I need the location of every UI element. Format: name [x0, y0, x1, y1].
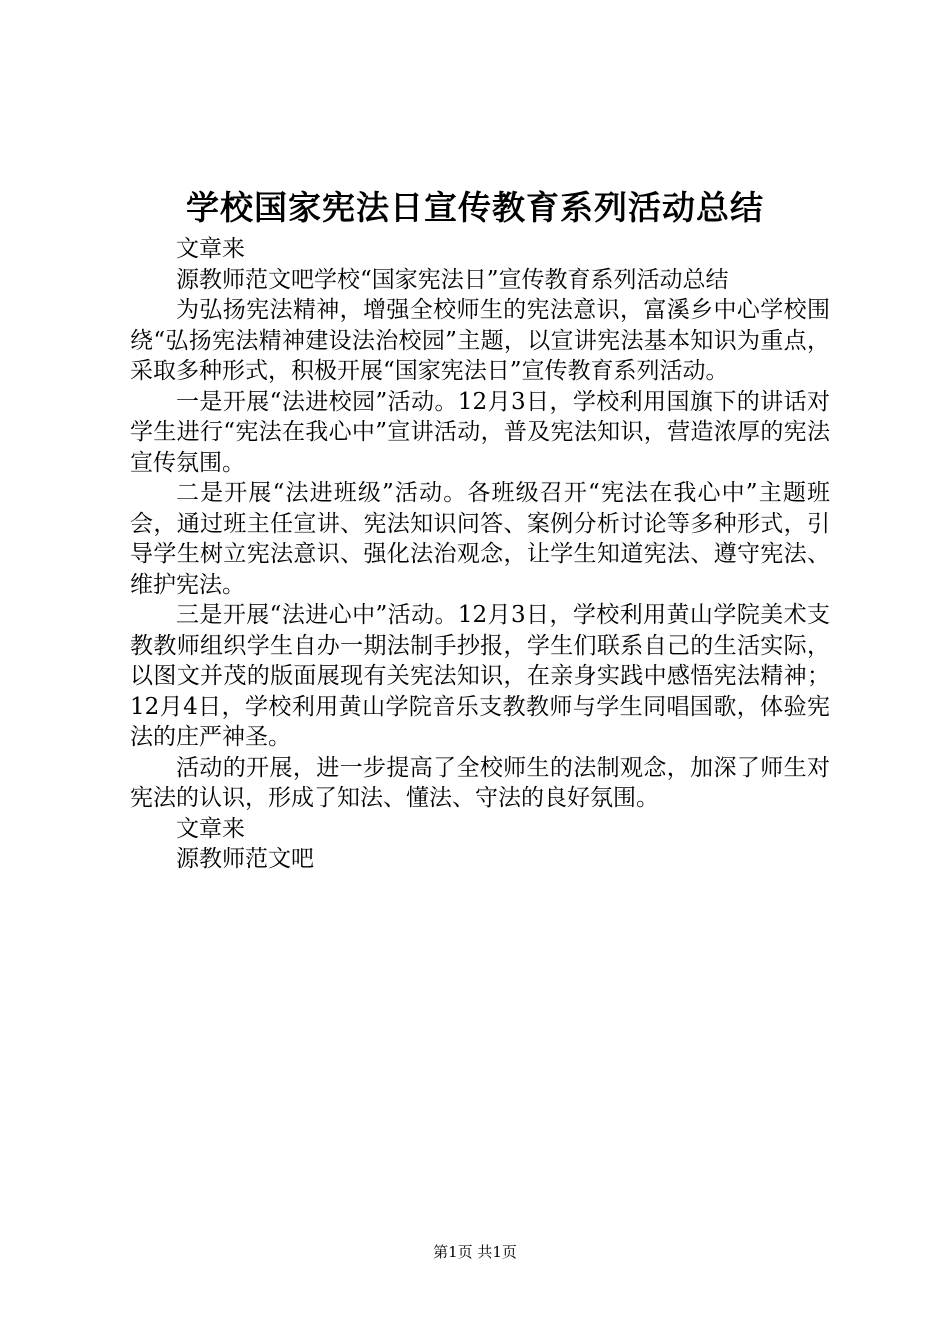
paragraph-activity-3: 三是开展“法进心中”活动。12月3日，学校利用黄山学院美术支教教师组织学生自办一期法制手抄报，学生们联系自己的生活实际，以图文并茂的版面展现有关宪法知识，在亲身实践中感悟宪法精神；12月4日，学校利用黄山学院音乐支教教师与学生同唱国歌，体验宪法的庄严神圣。 [130, 602, 830, 750]
document-title: 学校国家宪法日宣传教育系列活动总结 [186, 188, 764, 227]
document-body [130, 234, 830, 875]
paragraph-source-line-2: 源教师范文吧学校“国家宪法日”宣传教育系列活动总结 [176, 266, 729, 293]
paragraph-intro: 为弘扬宪法精神，增强全校师生的宪法意识，富溪乡中心学校围绕“弘扬宪法精神建设法治校园”主题，以宣讲宪法基本知识为重点，采取多种形式，积极开展“国家宪法日”宣传教育系列活动。 [130, 297, 830, 384]
paragraph-activity-2: 二是开展“法进班级”活动。各班级召开“宪法在我心中”主题班会，通过班主任宣讲、宪法知识问答、案例分析讨论等多种形式，引导学生树立宪法意识、强化法治观念，让学生知道宪法、遵守宪法、维护宪法。 [130, 480, 830, 598]
paragraph-source-line-1: 文章来 [176, 236, 245, 262]
paragraph-source-footer-1: 文章来 [176, 815, 245, 842]
page-number-footer: 第1页 共1页 [433, 1243, 517, 1261]
paragraph-source-footer-2: 源教师范文吧 [176, 846, 314, 872]
paragraph-conclusion: 活动的开展，进一步提高了全校师生的法制观念，加深了师生对宪法的认识，形成了知法、懂法、守法的良好氛围。 [130, 754, 830, 811]
paragraph-activity-1: 一是开展“法进校园”活动。12月3日，学校利用国旗下的讲话对学生进行“宪法在我心中”宣讲活动，普及宪法知识，营造浓厚的宪法宣传氛围。 [130, 388, 830, 476]
